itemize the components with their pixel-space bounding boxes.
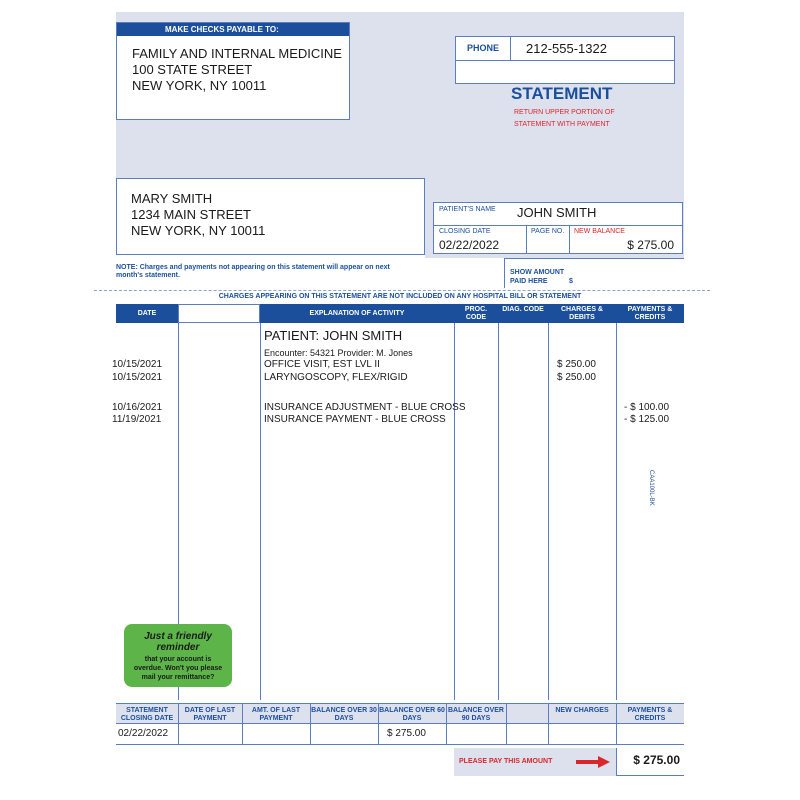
pay-amount-label: PLEASE PAY THIS AMOUNT — [459, 758, 553, 765]
row-2-desc: LARYNGOSCOPY, FLEX/RIGID — [264, 372, 408, 383]
mailing-address-box — [116, 178, 425, 255]
proc-code-column-header: PROC. CODE — [464, 306, 488, 321]
phone-number: 212-555-1322 — [526, 41, 607, 56]
closing-date: 02/22/2022 — [439, 238, 500, 252]
summary-header-payments-credits: PAYMENTS & CREDITS — [627, 707, 673, 722]
summary-closing-date: 02/22/2022 — [118, 728, 169, 739]
row-1-date: 10/15/2021 — [112, 359, 163, 370]
row-2-date: 10/15/2021 — [112, 372, 163, 383]
statement-title: STATEMENT — [511, 84, 613, 103]
page-no-label: PAGE NO. — [531, 228, 565, 235]
patient-name: JOHN SMITH — [517, 205, 597, 220]
row-4-date: 11/19/2021 — [112, 414, 162, 425]
encounter-line: Encounter: 54321 Provider: M. Jones — [264, 348, 413, 358]
hospital-bill-banner: CHARGES APPEARING ON THIS STATEMENT ARE NOT INCLUDED ON ANY HOSPITAL BILL OR STATEMENT — [218, 293, 582, 300]
account-summary-box — [433, 202, 683, 254]
recipient-name: MARY SMITH — [131, 191, 213, 206]
return-note-2: STATEMENT WITH PAYMENT — [514, 121, 610, 128]
new-balance-label: NEW BALANCE — [574, 228, 625, 235]
summary-header-over-90: BALANCE OVER 90 DAYS — [447, 707, 504, 722]
date-column-header: DATE — [116, 304, 178, 323]
reminder-body: that your account is overdue. Won't you please mail your remittance? — [133, 656, 223, 681]
summary-header-over-30: BALANCE OVER 30 DAYS — [311, 707, 377, 722]
row-2-charge: $ 250.00 — [557, 372, 596, 383]
summary-header-new-charges: NEW CHARGES — [555, 707, 609, 714]
phone-box — [455, 36, 675, 84]
row-4-desc: INSURANCE PAYMENT - BLUE CROSS — [264, 414, 446, 425]
statement-form — [94, 0, 710, 800]
summary-header-over-60: BALANCE OVER 60 DAYS — [379, 707, 445, 722]
show-amount-label: SHOW AMOUNT — [510, 269, 565, 276]
new-balance: $ 275.00 — [627, 238, 674, 252]
pay-amount-label-box — [454, 748, 616, 776]
row-3-credit: - $ 100.00 — [624, 402, 670, 413]
payee-name: FAMILY AND INTERNAL MEDICINE — [132, 46, 342, 61]
payments-column-header: PAYMENTS & CREDITS — [627, 306, 673, 321]
checks-payable-label: MAKE CHECKS PAYABLE TO: — [117, 23, 349, 36]
perforation-line — [94, 290, 710, 291]
return-note-1: RETURN UPPER PORTION OF — [514, 109, 615, 116]
summary-header-closing-date: STATEMENT CLOSING DATE — [120, 707, 174, 722]
explanation-column-header: EXPLANATION OF ACTIVITY — [309, 310, 405, 317]
amount-paid-box[interactable] — [504, 258, 684, 288]
row-4-credit: - $ 125.00 — [624, 414, 670, 425]
diag-code-column-header: DIAG. CODE — [502, 306, 544, 313]
closing-date-label: CLOSING DATE — [439, 228, 491, 235]
summary-header-last-payment-amount: AMT. OF LAST PAYMENT — [251, 707, 301, 722]
patient-heading: PATIENT: JOHN SMITH — [264, 328, 403, 343]
payee-street: 100 STATE STREET — [132, 62, 253, 77]
paid-here-symbol: $ — [569, 278, 573, 285]
row-3-desc: INSURANCE ADJUSTMENT - BLUE CROSS — [264, 402, 466, 413]
recipient-street: 1234 MAIN STREET — [131, 207, 251, 222]
row-1-charge: $ 250.00 — [557, 359, 596, 370]
friendly-reminder-sticker — [124, 624, 232, 687]
phone-label: PHONE — [466, 43, 499, 53]
statement-note: NOTE: Charges and payments not appearing on this statement will appear on next month's statement. — [116, 264, 390, 279]
row-1-desc: OFFICE VISIT, EST LVL II — [264, 359, 380, 370]
payee-address — [117, 36, 349, 94]
recipient-city: NEW YORK, NY 10011 — [131, 223, 266, 238]
form-code: CAA100L-BK — [648, 470, 654, 506]
arrow-right-icon — [576, 756, 610, 768]
summary-over-60: $ 275.00 — [387, 728, 426, 739]
summary-header-last-payment-date: DATE OF LAST PAYMENT — [184, 707, 236, 722]
charges-column-header: CHARGES & DEBITS — [560, 306, 603, 321]
pay-amount: $ 275.00 — [633, 753, 680, 767]
payee-city: NEW YORK, NY 10011 — [132, 78, 267, 93]
blank-column-header — [178, 304, 260, 323]
row-3-date: 10/16/2021 — [112, 402, 163, 413]
reminder-title: Just a friendly reminder — [144, 631, 212, 653]
paid-here-label: PAID HERE — [510, 278, 548, 285]
payee-box — [116, 22, 350, 120]
patient-name-label: PATIENT'S NAME — [439, 206, 496, 213]
